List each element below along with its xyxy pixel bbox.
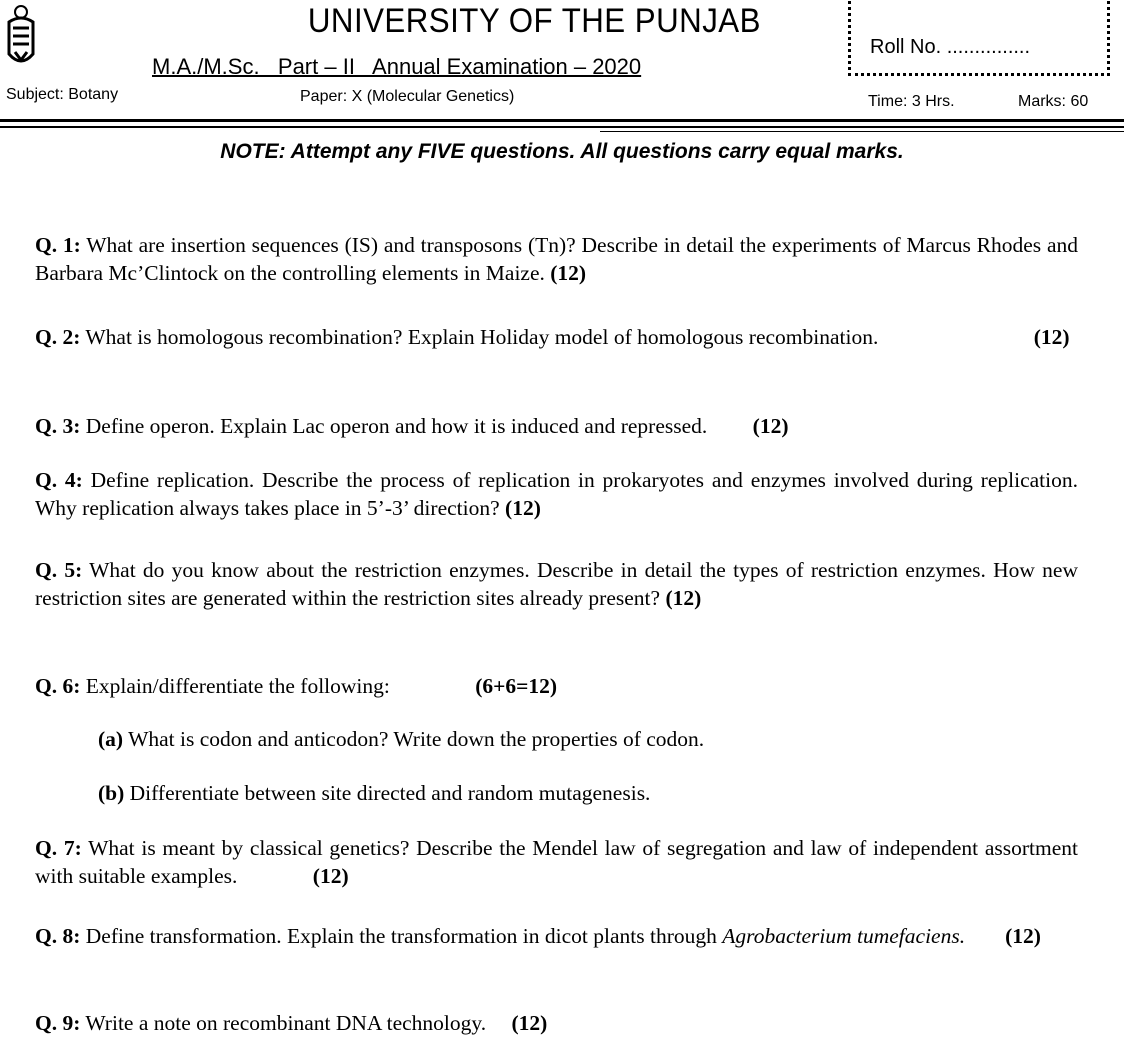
question-marks: (12) bbox=[665, 586, 702, 610]
question-marks: (12) bbox=[752, 414, 789, 438]
question-label: Q. 6: bbox=[35, 674, 81, 698]
roll-number: Roll No. ............... bbox=[870, 36, 1031, 58]
question-8 bbox=[35, 922, 1078, 950]
organism-name: Agrobacterium tumefaciens. bbox=[722, 924, 966, 948]
question-6a bbox=[98, 727, 704, 752]
exam-title: M.A./M.Sc. Part – II Annual Examination – 2020 bbox=[152, 54, 642, 79]
part-text: What is codon and anticodon? Write down the properties of codon. bbox=[123, 727, 705, 751]
part-label: (a) bbox=[98, 727, 124, 751]
question-label: Q. 3: bbox=[35, 414, 81, 438]
question-label: Q. 5: bbox=[35, 558, 83, 582]
question-label: Q. 4: bbox=[35, 468, 83, 492]
question-1 bbox=[35, 231, 1078, 287]
part-label: (b) bbox=[98, 781, 125, 805]
question-marks: (12) bbox=[1033, 325, 1070, 349]
question-label: Q. 9: bbox=[35, 1011, 81, 1035]
question-text: Explain/differentiate the following: bbox=[80, 674, 396, 698]
paper-title: Paper: X (Molecular Genetics) bbox=[300, 88, 515, 105]
question-text: What do you know about the restriction enzymes. Describe in detail the types of restriction enzymes. How new restriction sites are generated within the restriction sites already present? bbox=[35, 558, 1079, 610]
subject: Subject: Botany bbox=[6, 86, 119, 103]
header-divider bbox=[0, 119, 1124, 122]
question-6b bbox=[98, 781, 650, 806]
question-4 bbox=[35, 466, 1078, 522]
question-text: Define operon. Explain Lac operon and how it is induced and repressed. bbox=[80, 414, 713, 438]
question-text: Write a note on recombinant DNA technology. bbox=[80, 1011, 492, 1035]
question-marks: (12) bbox=[505, 496, 541, 520]
question-2 bbox=[35, 323, 1078, 351]
header-divider bbox=[600, 131, 1124, 132]
question-text: Define transformation. Explain the transformation in dicot plants through bbox=[80, 924, 723, 948]
question-marks: (12) bbox=[550, 261, 587, 285]
header-divider bbox=[0, 126, 1124, 128]
total-marks: Marks: 60 bbox=[1018, 93, 1089, 110]
question-label: Q. 7: bbox=[35, 836, 82, 860]
question-text: What are insertion sequences (IS) and transposons (Tn)? Describe in detail the experiments of Marcus Rhodes and Barbara Mc’Clintock on the controlling elements in Maize. bbox=[35, 233, 1079, 285]
instructions-note: NOTE: Attempt any FIVE questions. All questions carry equal marks. bbox=[220, 140, 904, 163]
question-9 bbox=[35, 1009, 1078, 1037]
question-label: Q. 1: bbox=[35, 233, 81, 257]
question-text: Define replication. Describe the process of replication in prokaryotes and enzymes involved during replication. Why replication always takes place in 5’-3’ direction? bbox=[35, 468, 1078, 520]
question-marks: (6+6=12) bbox=[475, 674, 558, 698]
question-marks: (12) bbox=[511, 1011, 548, 1035]
question-marks: (12) bbox=[1005, 924, 1041, 948]
part-text: Differentiate between site directed and random mutagenesis. bbox=[124, 781, 651, 805]
question-6 bbox=[35, 672, 1078, 700]
time-allowed: Time: 3 Hrs. bbox=[868, 93, 955, 110]
question-3 bbox=[35, 412, 1078, 440]
question-text: What is homologous recombination? Explain Holiday model of homologous recombination. bbox=[80, 325, 884, 349]
university-crest-logo bbox=[6, 4, 36, 70]
question-label: Q. 2: bbox=[35, 325, 81, 349]
question-label: Q. 8: bbox=[35, 924, 81, 948]
question-7 bbox=[35, 834, 1078, 890]
question-5 bbox=[35, 556, 1078, 612]
question-text: What is meant by classical genetics? Describe the Mendel law of segregation and law of independent assortment with suitable examples. bbox=[35, 836, 1078, 888]
university-title: UNIVERSITY OF THE PUNJAB bbox=[307, 2, 761, 40]
question-marks: (12) bbox=[312, 864, 349, 888]
